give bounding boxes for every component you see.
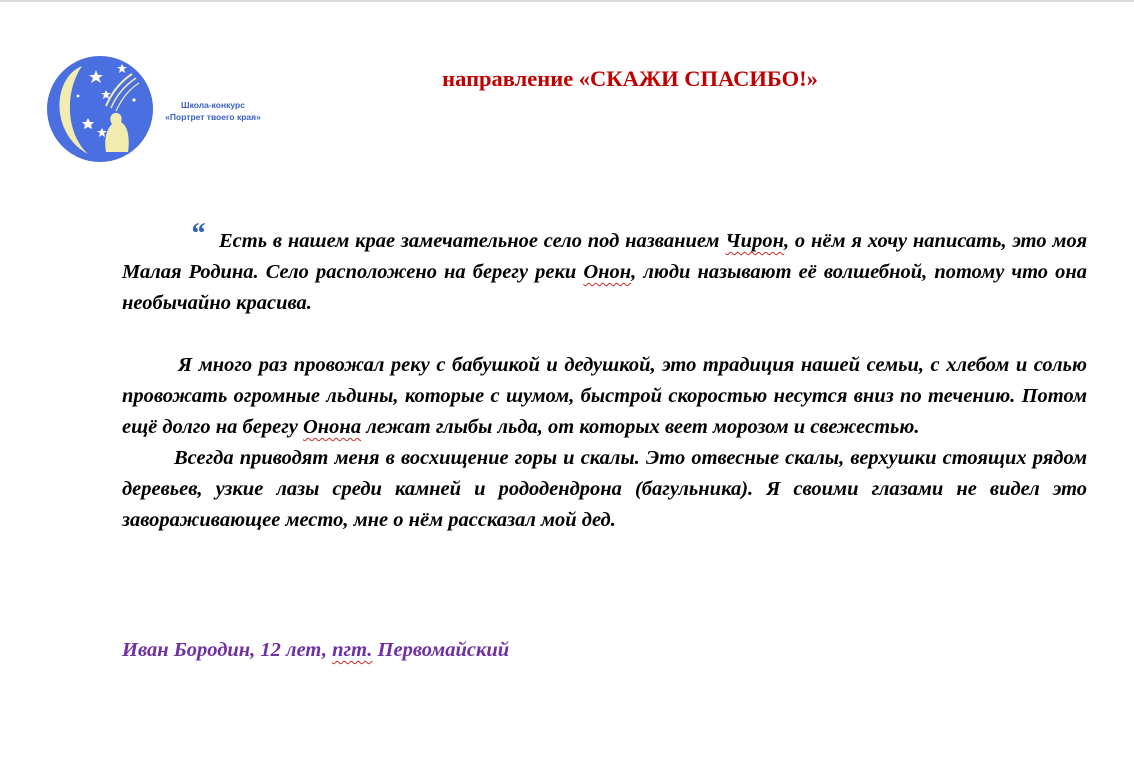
logo-caption-line2: «Портрет твоего края»	[165, 112, 261, 122]
logo-caption	[150, 99, 276, 123]
p1-text-2: , о нём я хочу написать, это моя Малая Родина. Село расположено на берегу реки	[122, 230, 1088, 283]
essay-paragraph-2	[122, 350, 1087, 443]
essay-body	[122, 217, 1088, 536]
essay-paragraph-1	[122, 217, 1088, 319]
signature-text-2: Первомайский	[372, 639, 510, 661]
author-signature	[122, 635, 509, 666]
p2-text-2: лежат глыбы льда, от которых веет морозом и свежестью.	[361, 416, 920, 438]
page-title: направление «СКАЖИ СПАСИБО!»	[442, 66, 818, 91]
essay-paragraph-3: Всегда приводят меня в восхищение горы и скалы. Это отвесные скалы, верхушки стоящих рядом деревьев, узкие лазы среди камней и рододендрона (багульника). Я своими глазами не видел это завораживающее место, мне о нём рассказал мой дед.	[122, 447, 1087, 531]
p2-text-1: Я много раз провожал реку с бабушкой и дедушкой, это традиция нашей семьи, с хлебом и солью провожать огромные льдины, которые с шумом, быстрой скоростью несутся вниз по течению. Потом ещё долго на берегу	[122, 354, 1087, 438]
logo-caption-line1: Школа-конкурс	[181, 100, 245, 110]
p1-text-3: , люди называют её волшебной, потому что она необычайно красива.	[122, 261, 1087, 314]
top-border	[0, 0, 1134, 2]
spellcheck-word-chiron: Чирон	[725, 230, 784, 252]
p1-text-1: Есть в нашем крае замечательное село под названием	[219, 230, 726, 252]
opening-quote-mark: “	[190, 217, 205, 250]
spellcheck-word-onona: Онона	[303, 416, 362, 438]
spellcheck-word-onon: Онон	[583, 261, 632, 283]
spellcheck-word-pgt: пгт.	[332, 639, 373, 661]
signature-text-1: Иван Бородин, 12 лет,	[122, 639, 333, 661]
contest-logo	[44, 56, 156, 162]
